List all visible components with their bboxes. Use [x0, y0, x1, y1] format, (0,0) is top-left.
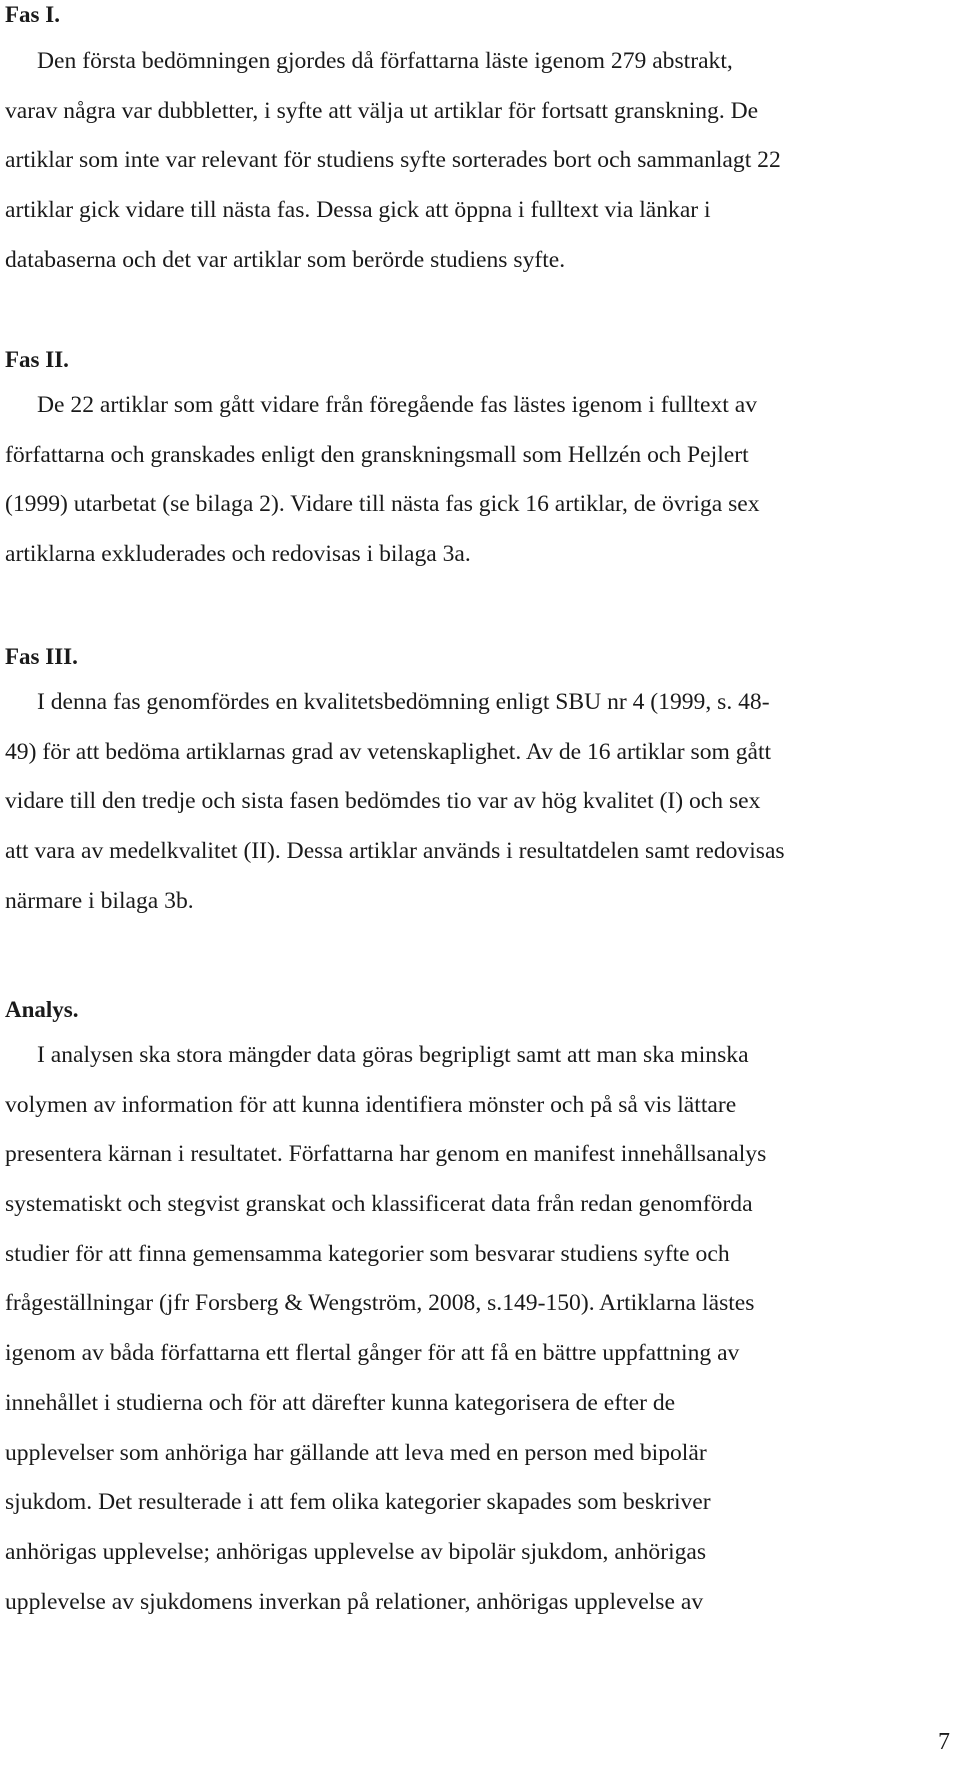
paragraph-line: I denna fas genomfördes en kvalitetsbedömning enligt SBU nr 4 (1999, s. 48- [37, 689, 770, 715]
paragraph-line: De 22 artiklar som gått vidare från föregående fas lästes igenom i fulltext av [37, 392, 758, 418]
paragraph-line: Den första bedömningen gjordes då författarna läste igenom 279 abstrakt, [37, 48, 733, 74]
paragraph-line: artiklar gick vidare till nästa fas. Dessa gick att öppna i fulltext via länkar i [5, 197, 711, 224]
paragraph-line: artiklar som inte var relevant för studiens syfte sorterades bort och sammanlagt 22 [5, 147, 781, 174]
paragraph-line: upplevelser som anhöriga har gällande att leva med en person med bipolär [5, 1439, 707, 1466]
section-paragraph [5, 37, 781, 285]
section-heading: Fas III. [5, 644, 78, 669]
section-paragraph [5, 381, 760, 580]
section-fas-2 [5, 345, 760, 568]
paragraph-line: författarna och granskades enligt den granskningsmall som Hellzén och Pejlert [5, 441, 749, 468]
section-heading: Analys. [5, 997, 79, 1022]
paragraph-line: databaserna och det var artiklar som berörde studiens syfte. [5, 246, 566, 273]
section-heading: Fas II. [5, 347, 69, 372]
paragraph-line: innehållet i studierna och för att därefter kunna kategorisera de efter de [5, 1389, 676, 1416]
paragraph-line: frågeställningar (jfr Forsberg & Wengström, 2008, s.149-150). Artiklarna lästes [5, 1290, 755, 1317]
paragraph-line: artiklarna exkluderades och redovisas i bilaga 3a. [5, 541, 471, 568]
paragraph-line: systematiskt och stegvist granskat och klassificerat data från redan genomförda [5, 1191, 753, 1218]
section-heading: Fas I. [5, 2, 60, 27]
paragraph-line: sjukdom. Det resulterade i att fem olika kategorier skapades som beskriver [5, 1489, 711, 1516]
paragraph-line: presentera kärnan i resultatet. Författarna har genom en manifest innehållsanalys [5, 1141, 767, 1168]
paragraph-line: att vara av medelkvalitet (II). Dessa artiklar används i resultatdelen samt redovisas [5, 838, 785, 865]
paragraph-line: (1999) utarbetat (se bilaga 2). Vidare till nästa fas gick 16 artiklar, de övriga sex [5, 491, 760, 518]
paragraph-line: 49) för att bedöma artiklarnas grad av vetenskaplighet. Av de 16 artiklar som gått [5, 738, 772, 765]
section-fas-1 [5, 0, 781, 273]
section-paragraph [5, 678, 785, 926]
section-analys [5, 995, 767, 1615]
paragraph-line: anhörigas upplevelse; anhörigas upplevelse av bipolär sjukdom, anhörigas [5, 1538, 707, 1565]
paragraph-line: igenom av båda författarna ett flertal gånger för att få en bättre uppfattning av [5, 1340, 740, 1367]
paragraph-line: I analysen ska stora mängder data göras begripligt samt att man ska minska [37, 1042, 749, 1068]
paragraph-line: volymen av information för att kunna identifiera mönster och på så vis lättare [5, 1091, 737, 1118]
section-paragraph [5, 1031, 766, 1627]
paragraph-line: upplevelse av sjukdomens inverkan på relationer, anhörigas upplevelse av [5, 1588, 704, 1615]
paragraph-line: närmare i bilaga 3b. [5, 887, 194, 914]
paragraph-line: studier för att finna gemensamma kategorier som besvarar studiens syfte och [5, 1240, 730, 1267]
paragraph-line: varav några var dubbletter, i syfte att välja ut artiklar för fortsatt granskning. De [5, 97, 759, 124]
paragraph-line: vidare till den tredje och sista fasen bedömdes tio var av hög kvalitet (I) och sex [5, 788, 761, 815]
page-number: 7 [938, 1729, 950, 1755]
section-fas-3 [5, 642, 785, 914]
